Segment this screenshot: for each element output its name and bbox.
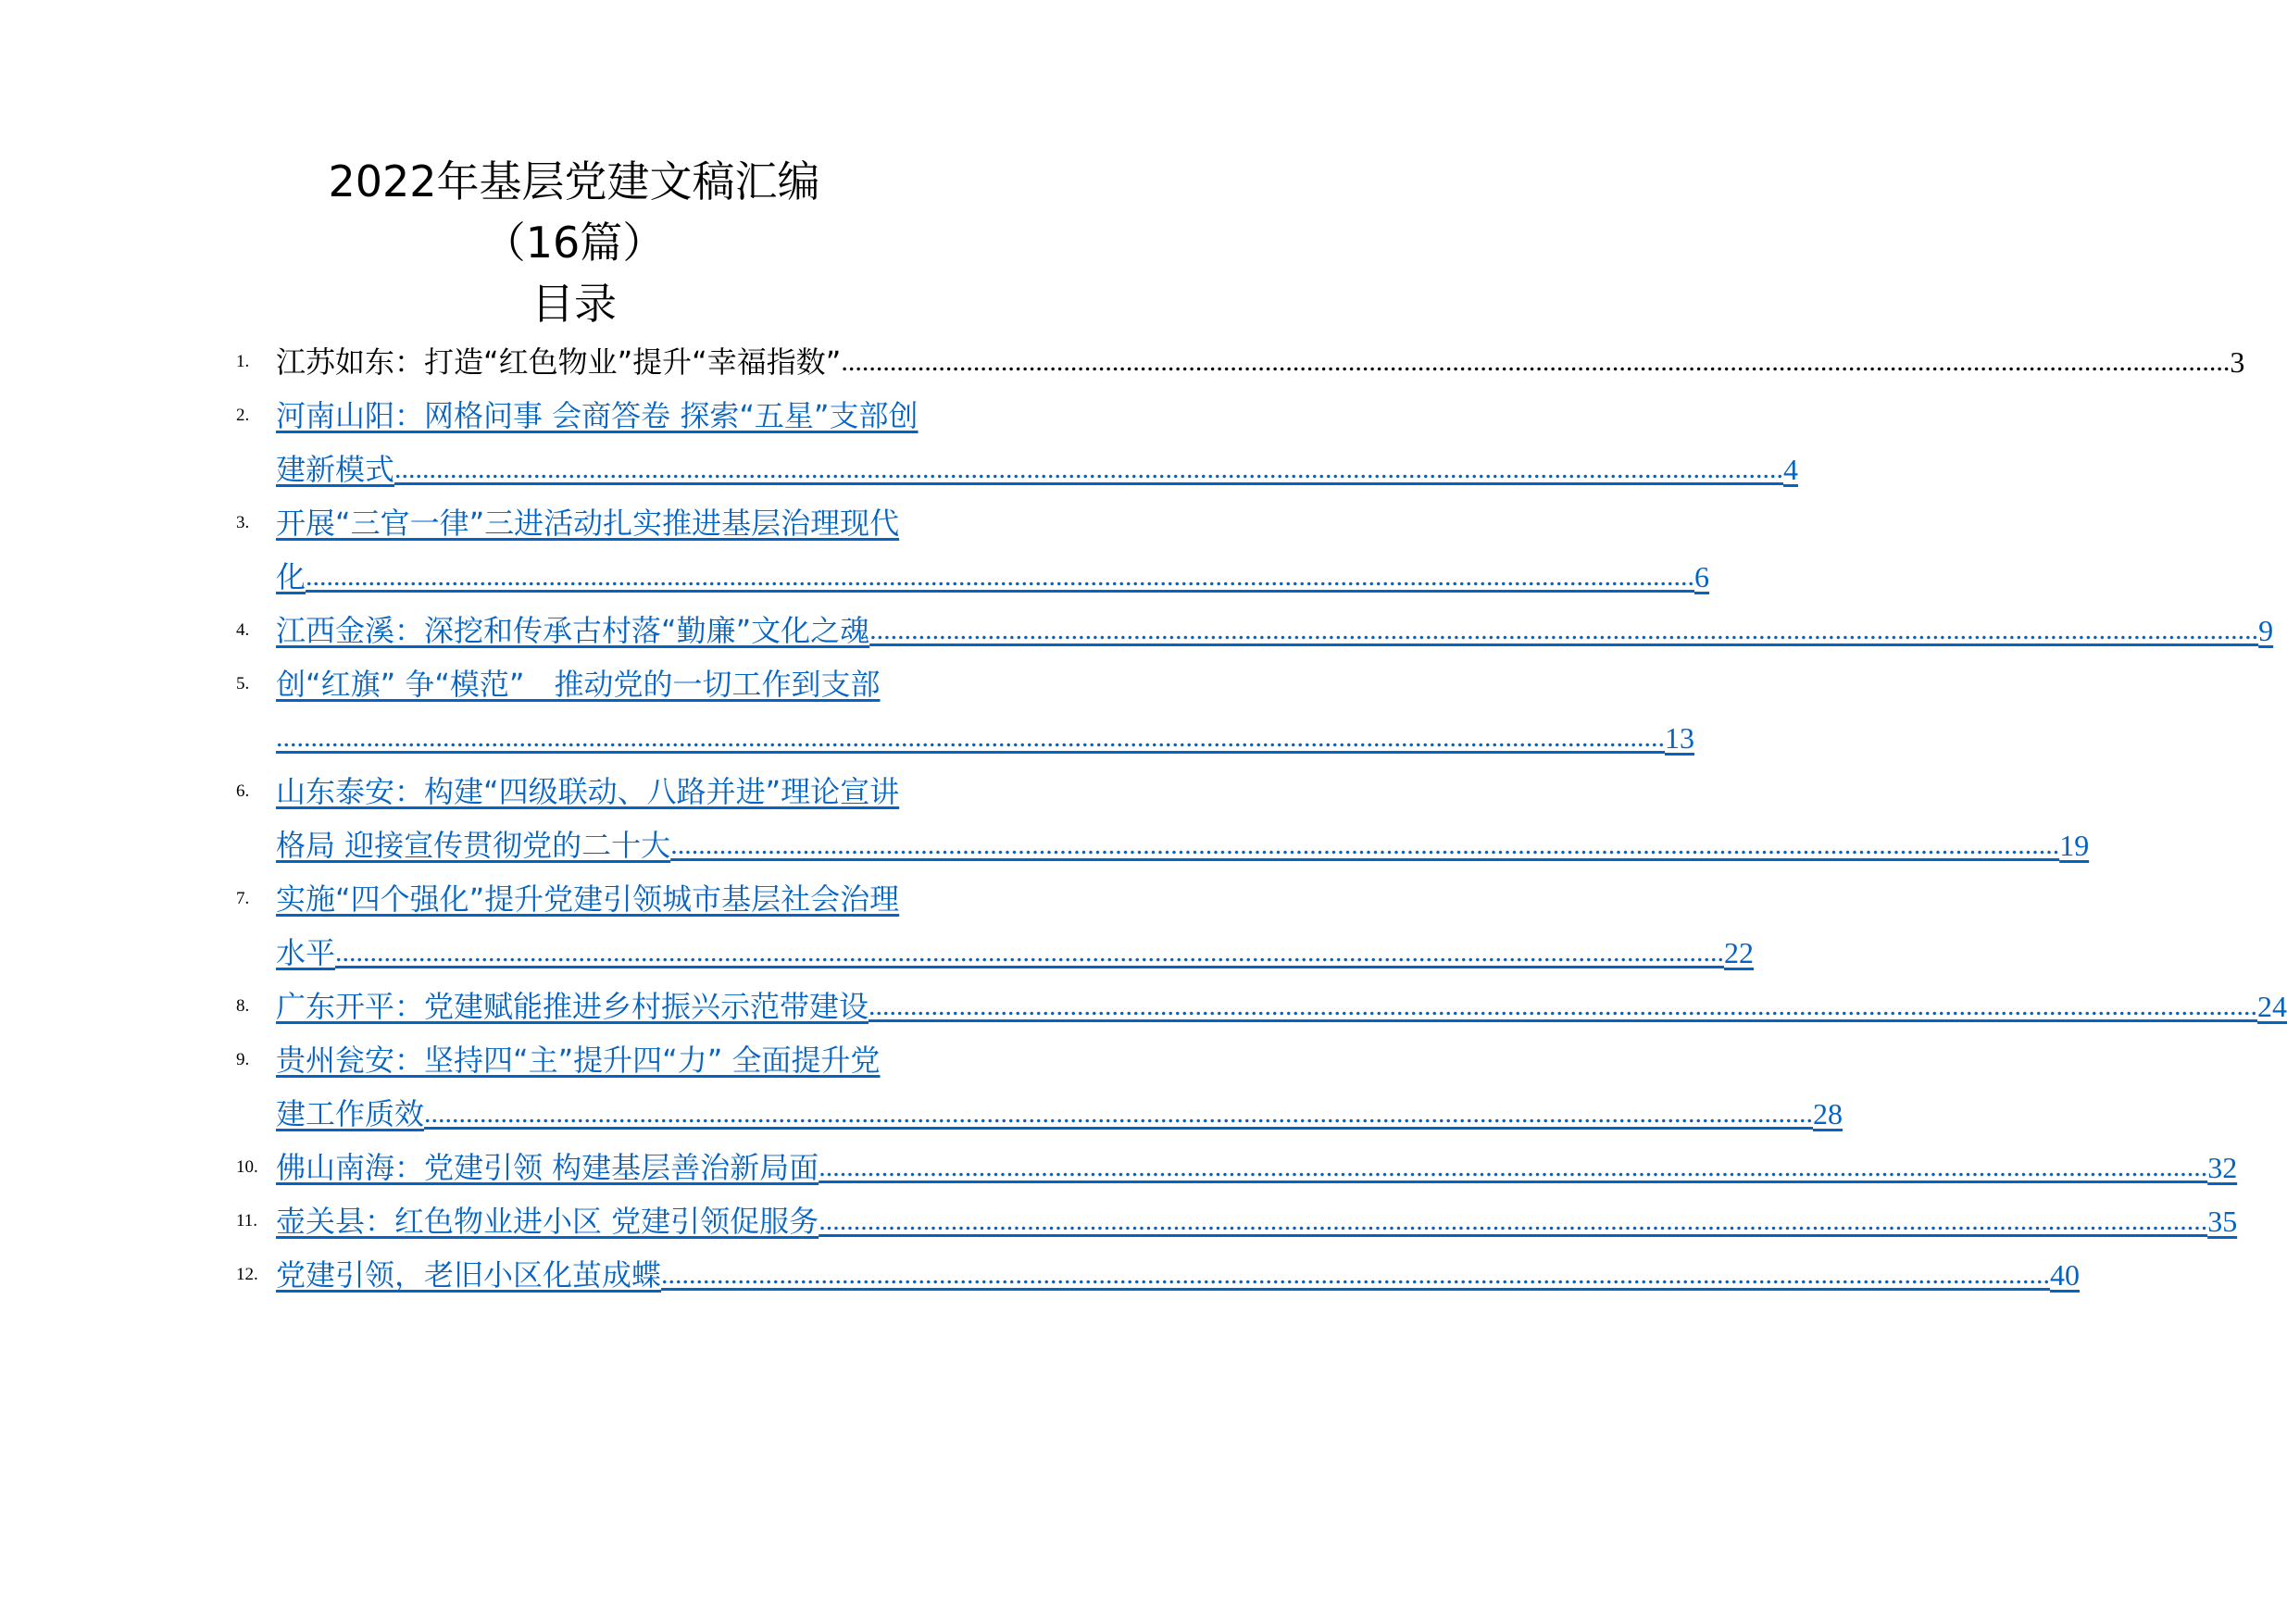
toc-entry-link[interactable] — [276, 1141, 2238, 1194]
toc-page-number: 13 — [1665, 721, 1694, 755]
toc-entry-title-line: 建工作质效 — [276, 1096, 425, 1131]
toc-entry-number: 2. — [236, 406, 250, 425]
toc-entry-title-line: 建新模式 — [276, 452, 395, 487]
toc-entry-title-line: 实施“四个强化”提升党建引领城市基层社会治理 — [276, 881, 900, 917]
toc-entry-title-line: 河南山阳：网格问事 会商答卷 探索“五星”支部创 — [276, 398, 919, 433]
toc-entry-link[interactable] — [276, 872, 1755, 980]
toc-page-number: 9 — [2258, 614, 2274, 647]
toc-entry-number: 10. — [236, 1157, 258, 1177]
toc-entry-link[interactable] — [276, 1248, 2081, 1302]
toc-entry-number: 7. — [236, 889, 250, 908]
toc-page-number: 4 — [1783, 453, 1799, 486]
toc-entry-number: 11. — [236, 1211, 258, 1230]
toc-entry-number: 8. — [236, 996, 250, 1016]
toc-entry-title-line: 山东泰安：构建“四级联动、八路并进”理论宣讲 — [276, 774, 900, 809]
toc-dot-leader: ........................................................................................................................................................................................................ — [306, 561, 1695, 592]
toc-entry-link[interactable] — [276, 496, 1710, 604]
toc-dot-leader: ........................................................................................................................................................................................................ — [841, 346, 2231, 377]
toc-entry-title-line: 江苏如东：打造“红色物业”提升“幸福指数” — [276, 344, 842, 380]
toc-entry-link[interactable] — [276, 389, 1799, 496]
toc-dot-leader: ........................................................................................................................................................................................................ — [819, 1206, 2208, 1236]
toc-entry-title-line: 开展“三官一律”三进活动扎实推进基层治理现代 — [276, 506, 900, 541]
toc-entry-title-line: 广东开平：党建赋能推进乡村振兴示范带建设 — [276, 989, 869, 1024]
toc-entry-text[interactable] — [276, 335, 2245, 389]
toc-dot-leader: ........................................................................................................................................................................................................ — [819, 1152, 2208, 1182]
toc-page-number: 6 — [1694, 560, 1710, 593]
toc-dot-leader: ........................................................................................................................................................................................................ — [670, 830, 2060, 860]
toc-dot-leader: ........................................................................................................................................................................................................ — [394, 454, 1784, 484]
toc-entry-number: 1. — [236, 352, 250, 371]
toc-heading: 目录 — [531, 279, 617, 329]
toc-entry-link[interactable] — [276, 1194, 2238, 1248]
toc-dot-leader: ........................................................................................................................................................................................................ — [869, 991, 2258, 1021]
toc-entry-title-line: 格局 迎接宣传贯彻党的二十大 — [276, 828, 671, 863]
toc-entry-title-line: 江西金溪：深挖和传承古村落“勤廉”文化之魂 — [276, 613, 870, 648]
toc-entry-title-line: 水平 — [276, 935, 336, 970]
toc-page-number: 28 — [1813, 1097, 1843, 1131]
toc-page-number: 40 — [2050, 1258, 2081, 1292]
toc-page-number: 22 — [1724, 936, 1755, 969]
toc-entry-link[interactable] — [276, 765, 2090, 872]
toc-entry-title-line: 壶关县：红色物业进小区 党建引领促服务 — [276, 1204, 819, 1239]
toc-page-number: 32 — [2207, 1151, 2238, 1184]
document-title: 2022年基层党建文稿汇编 — [328, 156, 820, 206]
toc-entry-number: 9. — [236, 1050, 250, 1069]
toc-dot-leader: ........................................................................................................................................................................................................ — [661, 1259, 2051, 1290]
toc-dot-leader: ........................................................................................................................................................................................................ — [869, 615, 2259, 645]
toc-entry-number: 5. — [236, 674, 250, 693]
toc-entry-number: 12. — [236, 1265, 258, 1284]
document-subtitle: （16篇） — [482, 218, 666, 268]
toc-entry-title-line: 创“红旗” 争“模范” 推动党的一切工作到支部 — [276, 667, 881, 702]
toc-entry-number: 3. — [236, 513, 250, 532]
toc-page-number: 24 — [2257, 990, 2287, 1023]
toc-entry-link[interactable] — [276, 980, 2287, 1033]
toc-page-number: 19 — [2059, 829, 2090, 862]
toc-dot-leader: ........................................................................................................................................................................................................ — [276, 722, 1665, 753]
toc-dot-leader: ........................................................................................................................................................................................................ — [335, 937, 1725, 968]
toc-entry-title-line: 贵州瓮安：坚持四“主”提升四“力” 全面提升党 — [276, 1043, 881, 1078]
toc-entry-title-line: 党建引领，老旧小区化茧成蝶 — [276, 1257, 662, 1293]
toc-entry-link[interactable] — [276, 604, 2274, 657]
toc-dot-leader: ........................................................................................................................................................................................................ — [424, 1098, 1814, 1129]
toc-page-number: 3 — [2230, 345, 2245, 379]
toc-entry-number: 6. — [236, 781, 250, 801]
toc-page-number: 35 — [2207, 1205, 2238, 1238]
toc-entry-link[interactable] — [276, 657, 1694, 765]
toc-entry-title-line: 佛山南海：党建引领 构建基层善治新局面 — [276, 1150, 819, 1185]
toc-entry-title-line: 化 — [276, 559, 306, 594]
toc-entry-link[interactable] — [276, 1033, 1843, 1141]
toc-entry-number: 4. — [236, 620, 250, 640]
